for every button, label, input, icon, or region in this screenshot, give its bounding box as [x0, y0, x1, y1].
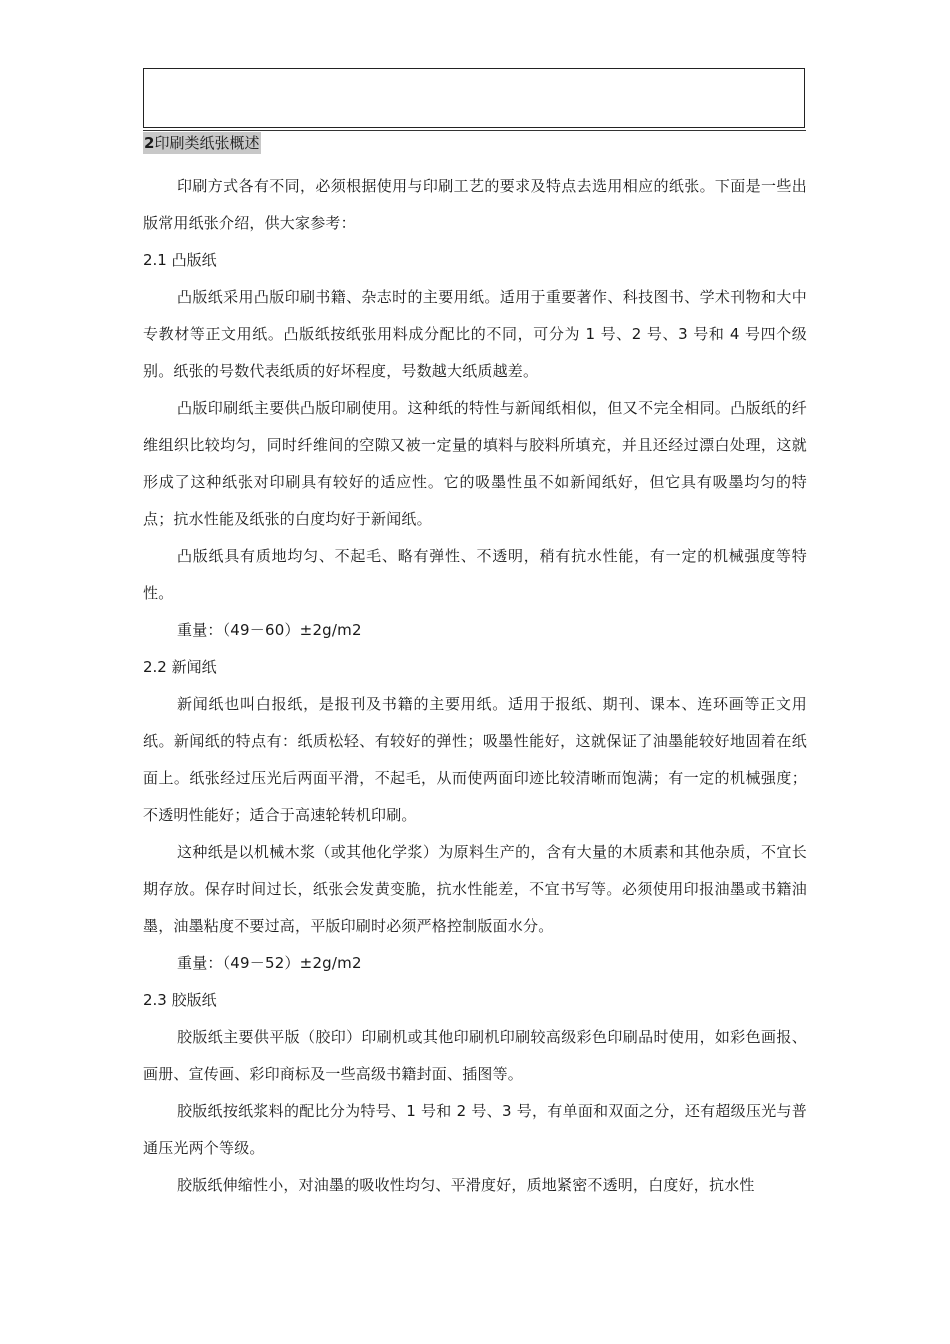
paragraph: 凸版纸采用凸版印刷书籍、杂志时的主要用纸。适用于重要著作、科技图书、学术刊物和大中专教材等正文用纸。凸版纸按纸张用料成分配比的不同，可分为 1 号、2 号、3 号和 4 号四个级别。纸张的号数代表纸质的好坏程度，号数越大纸质越差。: [143, 288, 807, 380]
section-number: 2: [144, 134, 155, 152]
header-box: [143, 68, 805, 128]
paragraph: 凸版印刷纸主要供凸版印刷使用。这种纸的特性与新闻纸相似，但又不完全相同。凸版纸的纤维组织比较均匀，同时纤维间的空隙又被一定量的填料与胶料所填充，并且还经过漂白处理，这就形成了这种纸张对印刷具有较好的适应性。它的吸墨性虽不如新闻纸好，但它具有吸墨均匀的特点；抗水性能及纸张的白度均好于新闻纸。: [143, 399, 807, 528]
paragraph: 这种纸是以机械木浆（或其他化学浆）为原料生产的，含有大量的木质素和其他杂质，不宜长期存放。保存时间过长，纸张会发黄变脆，抗水性能差，不宜书写等。必须使用印报油墨或书籍油墨，油墨粘度不要过高，平版印刷时必须严格控制版面水分。: [143, 843, 807, 935]
weight-line: 重量：（49－60）±2g/m2: [177, 621, 362, 639]
paragraph: 胶版纸按纸浆料的配比分为特号、1 号和 2 号、3 号，有单面和双面之分，还有超级压光与普通压光两个等级。: [143, 1102, 807, 1157]
section-title-text: 印刷类纸张概述: [154, 134, 260, 152]
paragraph: 凸版纸具有质地均匀、不起毛、略有弹性、不透明，稍有抗水性能，有一定的机械强度等特性。: [143, 547, 807, 602]
paragraph: 新闻纸也叫白报纸，是报刊及书籍的主要用纸。适用于报纸、期刊、课本、连环画等正文用纸。新闻纸的特点有：纸质松轻、有较好的弹性；吸墨性能好，这就保证了油墨能较好地固着在纸面上。纸张经过压光后两面平滑，不起毛，从而使两面印迹比较清晰而饱满；有一定的机械强度；不透明性能好；适合于高速轮转机印刷。: [143, 695, 807, 824]
subsection-heading-2-3: 2.3 胶版纸: [143, 991, 217, 1009]
paragraph: 胶版纸主要供平版（胶印）印刷机或其他印刷机印刷较高级彩色印刷品时使用，如彩色画报、画册、宣传画、彩印商标及一些高级书籍封面、插图等。: [143, 1028, 807, 1083]
subsection-heading-2-2: 2.2 新闻纸: [143, 658, 217, 676]
paragraph: 胶版纸伸缩性小，对油墨的吸收性均匀、平滑度好，质地紧密不透明，白度好，抗水性: [177, 1176, 755, 1194]
weight-line: 重量：（49－52）±2g/m2: [177, 954, 362, 972]
section-title: [143, 132, 261, 154]
subsection-heading-2-1: 2.1 凸版纸: [143, 251, 217, 269]
intro-paragraph: 印刷方式各有不同，必须根据使用与印刷工艺的要求及特点去选用相应的纸张。下面是一些出版常用纸张介绍，供大家参考：: [143, 177, 807, 232]
document-body: [143, 131, 807, 1204]
